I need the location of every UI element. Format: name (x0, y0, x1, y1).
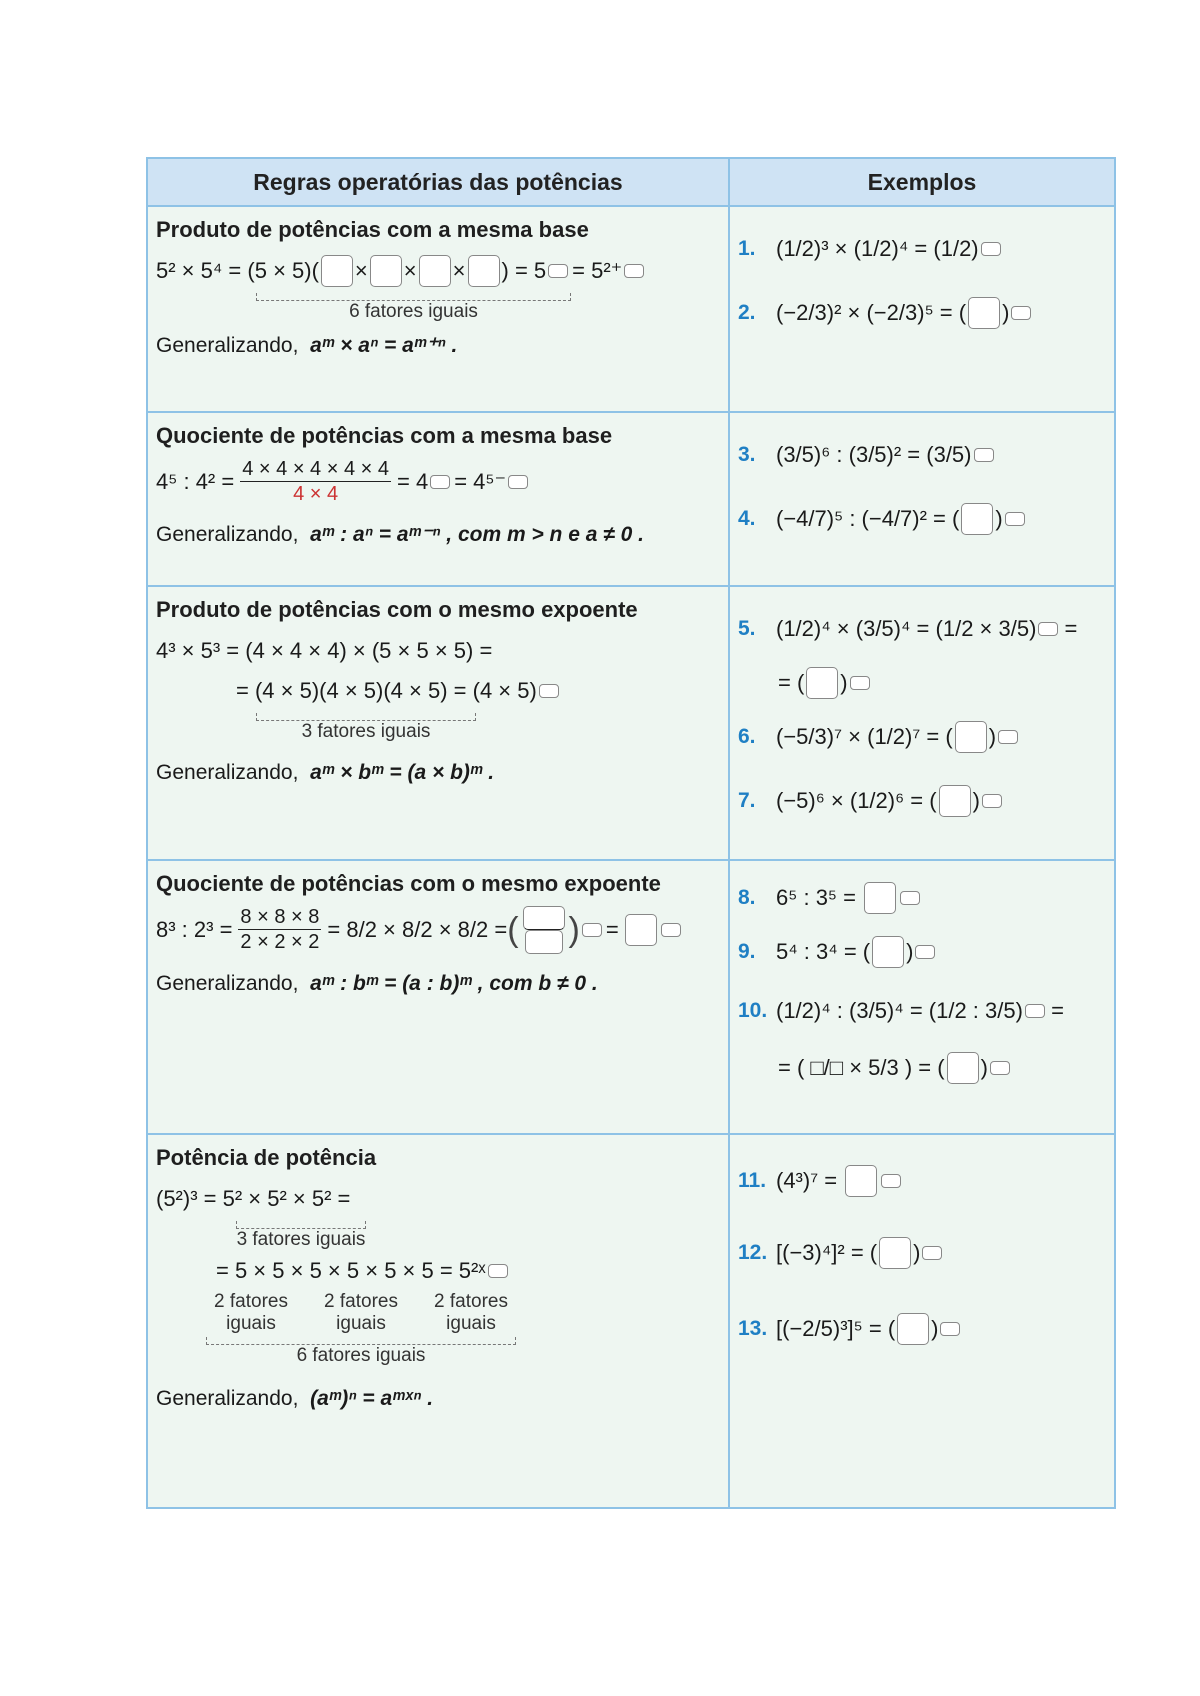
answer-box[interactable] (879, 1237, 911, 1269)
answer-box[interactable] (872, 936, 904, 968)
rule-example: 4⁵ : 4² = $\frac{4 \times 4 \times 4 \times 4 \times 4}{4 \times 4}$ = 4 = 4⁵⁻ (156, 457, 720, 506)
brace (256, 293, 571, 301)
example-12: 12. [(−3)⁴]² = ( ) (738, 1217, 1106, 1289)
brace-label: 3 fatores iguais (236, 1229, 366, 1250)
exponent-box[interactable] (990, 1061, 1010, 1075)
rule-title: Quociente de potências com a mesma base (156, 423, 613, 448)
row-product-same-exponent (148, 587, 1114, 861)
exponent-box[interactable] (624, 264, 644, 278)
header-rules: Regras operatórias das potências (148, 159, 730, 205)
answer-box[interactable] (523, 906, 565, 930)
example-6: 6. (−5/3)⁷ × (1/2)⁷ = ( ) (738, 705, 1106, 769)
example-10-cont: = ( □/□ × 5/3 ) = ( ) (738, 1043, 1106, 1093)
rule-title: Quociente de potências com o mesmo expoente (156, 871, 661, 896)
exponent-box[interactable] (430, 475, 450, 489)
generalization: Generalizando, aᵐ × aⁿ = aᵐ⁺ⁿ . (156, 334, 458, 357)
row-quotient-same-base (148, 413, 1114, 587)
exponent-box[interactable] (661, 923, 681, 937)
brace-label: 6 fatores iguais (296, 1345, 426, 1366)
example-7: 7. (−5)⁶ × (1/2)⁶ = ( ) (738, 769, 1106, 833)
row-product-same-base (148, 207, 1114, 413)
answer-box[interactable] (955, 721, 987, 753)
answer-box[interactable] (845, 1165, 877, 1197)
exponent-box[interactable] (539, 684, 559, 698)
rules-table (146, 157, 1116, 1509)
example-13: 13. [(−2/5)³]⁵ = ( ) (738, 1289, 1106, 1369)
generalization: Generalizando, aᵐ : bᵐ = (a : b)ᵐ , com b ≠ 0 . (156, 972, 598, 995)
exponent-box[interactable] (915, 945, 935, 959)
rule-example-line-2: = (4 × 5)(4 × 5)(4 × 5) = (4 × 5) (236, 671, 720, 711)
answer-box[interactable] (321, 255, 353, 287)
exponent-box[interactable] (881, 1174, 901, 1188)
exponent-box[interactable] (1038, 622, 1058, 636)
exponent-box[interactable] (488, 1264, 508, 1278)
brace (236, 1221, 366, 1229)
answer-box[interactable] (625, 914, 657, 946)
brace (206, 1337, 516, 1345)
answer-box[interactable] (968, 297, 1000, 329)
exponent-box[interactable] (850, 676, 870, 690)
exponent-box[interactable] (981, 242, 1001, 256)
generalization: Generalizando, aᵐ × bᵐ = (a × b)ᵐ . (156, 761, 495, 784)
brace-label: 2 fatores iguais (324, 1291, 398, 1334)
example-10: 10. (1/2)⁴ : (3/5)⁴ = (1/2 : 3/5) = (738, 998, 1064, 1023)
exponent-box[interactable] (922, 1246, 942, 1260)
brace-label: 3 fatores iguais (301, 721, 431, 742)
answer-box[interactable] (525, 930, 563, 954)
exponent-box[interactable] (940, 1322, 960, 1336)
exponent-box[interactable] (974, 448, 994, 462)
rule-example-line-2: = 5 × 5 × 5 × 5 × 5 × 5 = 5²ˣ (216, 1251, 720, 1291)
table-header (148, 159, 1114, 207)
row-quotient-same-exponent (148, 861, 1114, 1135)
exponent-box[interactable] (900, 891, 920, 905)
answer-box[interactable] (897, 1313, 929, 1345)
answer-box[interactable] (961, 503, 993, 535)
answer-box[interactable] (468, 255, 500, 287)
rule-title: Produto de potências com a mesma base (156, 217, 589, 242)
example-4: 4. (−4/7)⁵ : (−4/7)² = ( ) (738, 487, 1106, 551)
brace-label: 2 fatores iguais (434, 1291, 508, 1334)
answer-box[interactable] (370, 255, 402, 287)
brace-label: 2 fatores iguais (214, 1291, 288, 1334)
example-8: 8. 6⁵ : 3⁵ = (738, 871, 1106, 925)
example-11: 11. (4³)⁷ = (738, 1145, 1106, 1217)
brace-label: 6 fatores iguais (349, 301, 478, 322)
answer-box[interactable] (947, 1052, 979, 1084)
rule-example-line-1: 4³ × 5³ = (4 × 4 × 4) × (5 × 5 × 5) = (156, 638, 493, 663)
exponent-box[interactable] (582, 923, 602, 937)
exponent-box[interactable] (982, 794, 1002, 808)
example-5: 5. (1/2)⁴ × (3/5)⁴ = (1/2 × 3/5) = (738, 616, 1078, 641)
row-power-of-power (148, 1135, 1114, 1507)
exponent-box[interactable] (1025, 1004, 1045, 1018)
rule-title: Produto de potências com o mesmo expoente (156, 597, 638, 622)
rule-example: 5² × 5⁴ = (5 × 5)( × × × ) = 5 = 5²⁺ (156, 251, 720, 291)
answer-box[interactable] (419, 255, 451, 287)
exponent-box[interactable] (548, 264, 568, 278)
rule-example-line-1: (5²)³ = 5² × 5² × 5² = (156, 1186, 351, 1211)
answer-box[interactable] (806, 667, 838, 699)
exponent-box[interactable] (508, 475, 528, 489)
exponent-box[interactable] (998, 730, 1018, 744)
example-1: 1. (1/2)³ × (1/2)⁴ = (1/2) (738, 217, 1106, 281)
answer-box[interactable] (864, 882, 896, 914)
exponent-box[interactable] (1011, 306, 1031, 320)
example-2: 2. (−2/3)² × (−2/3)⁵ = ( ) (738, 281, 1106, 345)
rule-title: Potência de potência (156, 1145, 377, 1170)
example-3: 3. (3/5)⁶ : (3/5)² = (3/5) (738, 423, 1106, 487)
exponent-box[interactable] (1005, 512, 1025, 526)
brace (256, 713, 476, 721)
generalization: Generalizando, aᵐ : aⁿ = aᵐ⁻ⁿ , com m > n e a ≠ 0 . (156, 523, 644, 546)
answer-box[interactable] (939, 785, 971, 817)
header-examples: Exemplos (867, 168, 977, 195)
example-9: 9. 5⁴ : 3⁴ = ( ) (738, 925, 1106, 979)
example-5-cont: = ( ) (738, 661, 1106, 705)
rule-example: 8³ : 2³ = $\frac{8 \times 8 \times 8}{2 \times 2 \times 2}$ = 8/2 × 8/2 × 8/2 = ( ) = (156, 905, 720, 954)
generalization: Generalizando, (aᵐ)ⁿ = aᵐˣⁿ . (156, 1387, 434, 1410)
